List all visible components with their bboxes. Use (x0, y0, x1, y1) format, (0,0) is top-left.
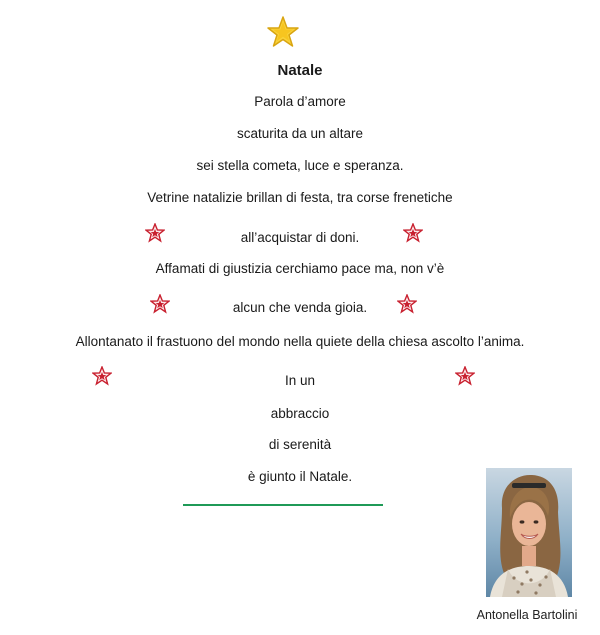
red-star-icon (403, 223, 423, 243)
poem-line: scaturita da un altare (236, 126, 364, 141)
author-name: Antonella Bartolini (476, 608, 578, 622)
poem-line: di serenità (268, 437, 332, 452)
poem-line: Affamati di giustizia cerchiamo pace ma, non v’è (155, 261, 445, 276)
red-star-icon (145, 223, 165, 243)
red-star-icon (92, 366, 112, 386)
poem-line: alcun che venda gioia. (232, 300, 368, 315)
red-star-icon (397, 294, 417, 314)
poem-line: Vetrine natalizie brillan di festa, tra corse frenetiche (147, 190, 453, 205)
poem-line: In un (284, 373, 316, 388)
poem-line: Parola d’amore (254, 94, 346, 109)
poem-line: abbraccio (270, 406, 330, 421)
divider-line (183, 504, 383, 506)
poem-line: sei stella cometa, luce e speranza. (196, 158, 404, 173)
gold-star-icon (266, 15, 300, 49)
author-photo (486, 468, 572, 597)
red-star-icon (455, 366, 475, 386)
poem-line: Allontanato il frastuono del mondo nella quiete della chiesa ascolto l’anima. (75, 334, 525, 349)
poem-line: all’acquistar di doni. (240, 230, 360, 245)
poem-title: Natale (277, 62, 323, 79)
poem-line: è giunto il Natale. (247, 469, 353, 484)
red-star-icon (150, 294, 170, 314)
